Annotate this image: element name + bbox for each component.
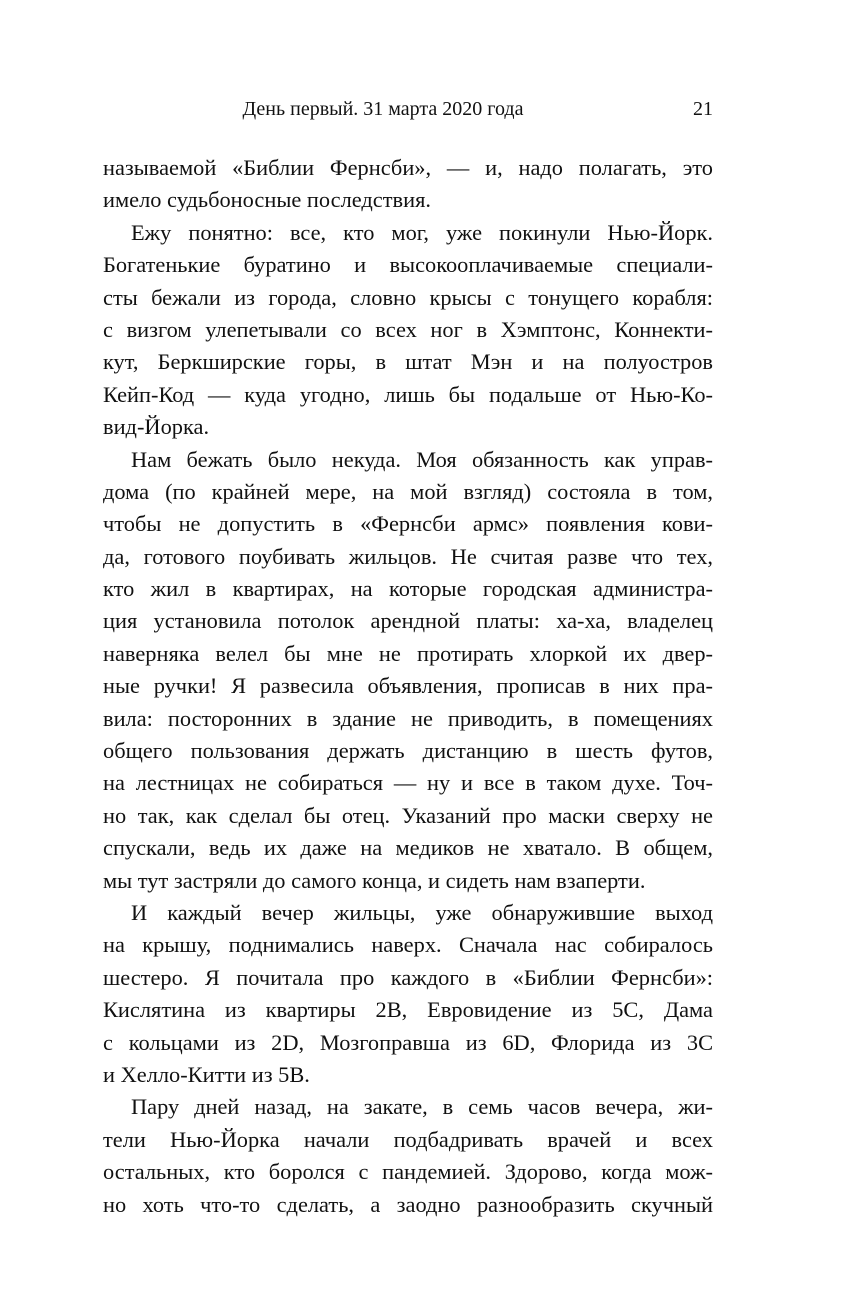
text-line: Кейп-Код — куда угодно, лишь бы подальше от Нью-Ко-: [103, 381, 713, 407]
text-line: Богатенькие буратино и высокооплачиваемые специали-: [103, 252, 713, 278]
body-text: [103, 152, 713, 1221]
text-line: на лестницах не собираться — ну и все в таком духе. Точ-: [103, 770, 713, 796]
text-line: на крышу, поднимались наверх. Сначала нас собиралось: [103, 932, 713, 958]
text-line: наверняка велел бы мне не протирать хлоркой их двер-: [103, 640, 713, 666]
text-line: чтобы не допустить в «Фернсби армс» появления кови-: [103, 511, 713, 537]
text-line: спускали, ведь их даже на медиков не хватало. В общем,: [103, 835, 713, 861]
text-line: тели Нью-Йорка начали подбадривать врачей и всех: [103, 1126, 713, 1152]
page-number: 21: [693, 98, 713, 120]
text-line: вила: посторонних в здание не приводить, в помещениях: [103, 705, 713, 731]
text-line: шестеро. Я почитала про каждого в «Библии Фернсби»:: [103, 964, 713, 990]
text-line: с визгом улепетывали со всех ног в Хэмптонс, Коннекти-: [103, 316, 713, 342]
text-line: кто жил в квартирах, на которые городская администра-: [103, 576, 713, 602]
text-line: но так, как сделал бы отец. Указаний про маски сверху не: [103, 802, 713, 828]
text-line: Ежу понятно: все, кто мог, уже покинули Нью-Йорк.: [131, 219, 713, 245]
text-line: Кислятина из квартиры 2B, Евровидение из 5C, Дама: [103, 997, 713, 1023]
text-line: кут, Беркширские горы, в штат Мэн и на полуостров: [103, 349, 713, 375]
text-line: дома (по крайней мере, на мой взгляд) состояла в том,: [103, 478, 713, 504]
text-line: Нам бежать было некуда. Моя обязанность как управ-: [131, 446, 713, 472]
text-line: мы тут застряли до самого конца, и сидеть нам взаперти.: [103, 867, 646, 893]
text-line: но хоть что-то сделать, а заодно разнообразить скучный: [103, 1191, 713, 1217]
text-line: ные ручки! Я развесила объявления, прописав в них пра-: [103, 673, 713, 699]
text-line: да, готового поубивать жильцов. Не считая разве что тех,: [103, 543, 713, 569]
text-line: с кольцами из 2D, Мозгоправша из 6D, Флорида из 3C: [103, 1029, 713, 1055]
text-line: вид-Йорка.: [103, 414, 210, 440]
text-line: ция установила потолок арендной платы: ха-ха, владелец: [103, 608, 713, 634]
chapter-title: День первый. 31 марта 2020 года: [242, 98, 524, 120]
running-header: [103, 94, 713, 124]
text-line: имело судьбоносные последствия.: [103, 187, 431, 213]
text-line: И каждый вечер жильцы, уже обнаружившие выход: [131, 899, 713, 925]
text-line: общего пользования держать дистанцию в шесть футов,: [103, 738, 713, 764]
text-line: остальных, кто боролся с пандемией. Здорово, когда мож-: [103, 1159, 713, 1185]
text-line: сты бежали из города, словно крысы с тонущего корабля:: [103, 284, 713, 310]
text-line: Пару дней назад, на закате, в семь часов вечера, жи-: [131, 1094, 713, 1120]
text-line: и Хелло-Китти из 5B.: [103, 1061, 310, 1087]
text-line: называемой «Библии Фернсби», — и, надо полагать, это: [103, 155, 713, 180]
